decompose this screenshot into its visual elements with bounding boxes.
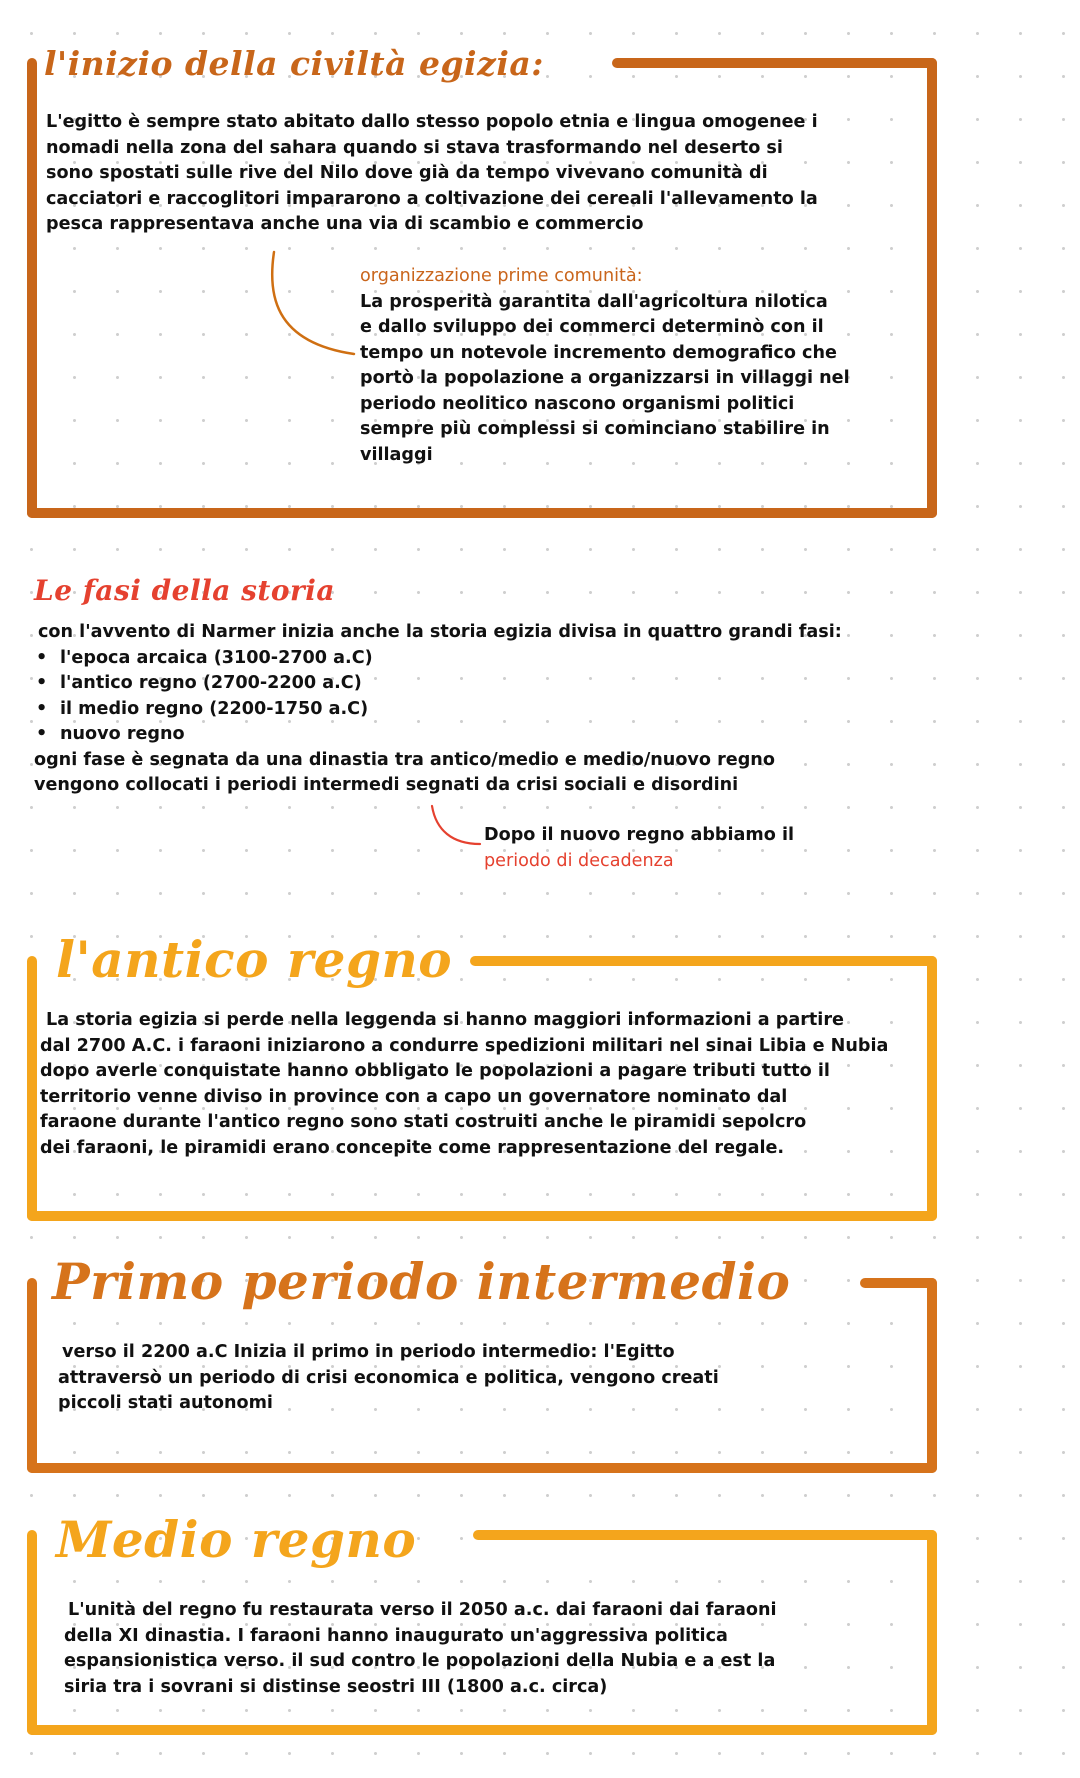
section-body: [64, 1598, 864, 1700]
phase-list: [34, 646, 934, 748]
section-body: [34, 620, 934, 799]
subsection: [360, 264, 920, 468]
body-line: La storia egizia si perde nella leggenda si hanno maggiori informazioni a partire: [46, 1010, 844, 1030]
box-right-border: [927, 1278, 937, 1473]
box-bottom-border: [27, 1463, 937, 1473]
connector-curve: [262, 252, 362, 362]
subsection-line: La prosperità garantita dall'agricoltura nilotica: [360, 291, 828, 312]
box-bottom-border: [27, 508, 937, 518]
subsection-line: e dallo sviluppo dei commerci determinò con il: [360, 317, 824, 337]
subsection-line: periodo neolitico nascono organismi politici: [360, 393, 795, 414]
body-line: sono spostati sulle rive del Nilo dove già da tempo vivevano comunità di: [46, 163, 768, 183]
box-left-border: [27, 1530, 37, 1735]
subsection-line: tempo un notevole incremento demografico che: [360, 342, 837, 363]
box-left-border: [27, 58, 37, 518]
phase-item: • nuovo regno: [34, 722, 934, 748]
section-title: Le fasi della storia: [34, 574, 336, 607]
box-bottom-border: [27, 1725, 937, 1735]
box-bottom-border: [27, 1211, 937, 1221]
box-left-border: [27, 1278, 37, 1473]
section-title: l'antico regno: [56, 930, 453, 989]
body-line: dei faraoni, le piramidi erano concepite come rappresentazione del regale.: [40, 1137, 785, 1158]
section-body: [40, 1008, 920, 1161]
section-body: [46, 110, 916, 238]
body-line: dal 2700 A.C. i faraoni iniziarono a condurre spedizioni militari nel sinai Libia e Nubia: [40, 1035, 889, 1056]
body-line: L'egitto è sempre stato abitato dallo stesso popolo etnia e lingua omogenee i: [46, 112, 818, 132]
body-line: L'unità del regno fu restaurata verso il 2050 a.c. dai faraoni dai faraoni: [68, 1600, 777, 1620]
phase-item: • il medio regno (2200-1750 a.C): [34, 697, 934, 723]
body-line: cacciatori e raccoglitori impararono a coltivazione dei cereali l'allevamento la: [46, 188, 818, 209]
subsection-line: portò la popolazione a organizzarsi in villaggi nel: [360, 368, 850, 388]
section-title: Medio regno: [56, 1510, 417, 1569]
intro-line: con l'avvento di Narmer inizia anche la storia egizia divisa in quattro grandi fasi:: [38, 622, 842, 642]
body-line: pesca rappresentava anche una via di scambio e commercio: [46, 214, 644, 234]
body-line: espansionistica verso. il sud contro le popolazioni della Nubia e a est la: [64, 1651, 776, 1671]
body-line: verso il 2200 a.C Inizia il primo in periodo intermedio: l'Egitto: [62, 1342, 675, 1362]
box-left-border: [27, 956, 37, 1221]
box-top-border: [860, 1278, 937, 1288]
body-line: siria tra i sovrani si distinse seostri III (1800 a.c. circa): [64, 1676, 608, 1697]
section-title: l'inizio della civiltà egizia:: [44, 44, 544, 83]
section-title: Primo periodo intermedio: [52, 1252, 791, 1311]
subsection-title: organizzazione prime comunità:: [360, 266, 643, 286]
note-highlight: periodo di decadenza: [484, 850, 674, 871]
box-top-border: [470, 956, 937, 966]
phase-item: • l'epoca arcaica (3100-2700 a.C): [34, 646, 934, 672]
outro-line: vengono collocati i periodi intermedi segnati da crisi sociali e disordini: [34, 775, 739, 795]
phase-item: • l'antico regno (2700-2200 a.C): [34, 671, 934, 697]
body-line: attraversò un periodo di crisi economica e politica, vengono creati: [58, 1367, 719, 1388]
body-line: piccoli stati autonomi: [58, 1393, 273, 1413]
subsection-line: villaggi: [360, 444, 433, 465]
body-line: nomadi nella zona del sahara quando si stava trasformando nel deserto si: [46, 137, 783, 158]
subsection-line: sempre più complessi si cominciano stabilire in: [360, 419, 830, 439]
box-right-border: [927, 956, 937, 1221]
body-line: territorio venne diviso in province con a capo un governatore nominato dal: [40, 1086, 788, 1107]
box-top-border: [473, 1530, 937, 1540]
box-right-border: [927, 1530, 937, 1735]
box-right-border: [927, 58, 937, 518]
section-body: [58, 1340, 818, 1417]
body-line: faraone durante l'antico regno sono stati costruiti anche le piramidi sepolcro: [40, 1112, 807, 1132]
note-curve: [428, 804, 488, 852]
note-line: Dopo il nuovo regno abbiamo il: [484, 825, 795, 845]
box-top-border: [612, 58, 937, 68]
body-line: della XI dinastia. I faraoni hanno inaugurato un'aggressiva politica: [64, 1625, 728, 1646]
body-line: dopo averle conquistate hanno obbligato le popolazioni a pagare tributi tutto il: [40, 1061, 830, 1081]
decadenza-note: [484, 823, 904, 874]
outro-line: ogni fase è segnata da una dinastia tra antico/medio e medio/nuovo regno: [34, 749, 775, 770]
